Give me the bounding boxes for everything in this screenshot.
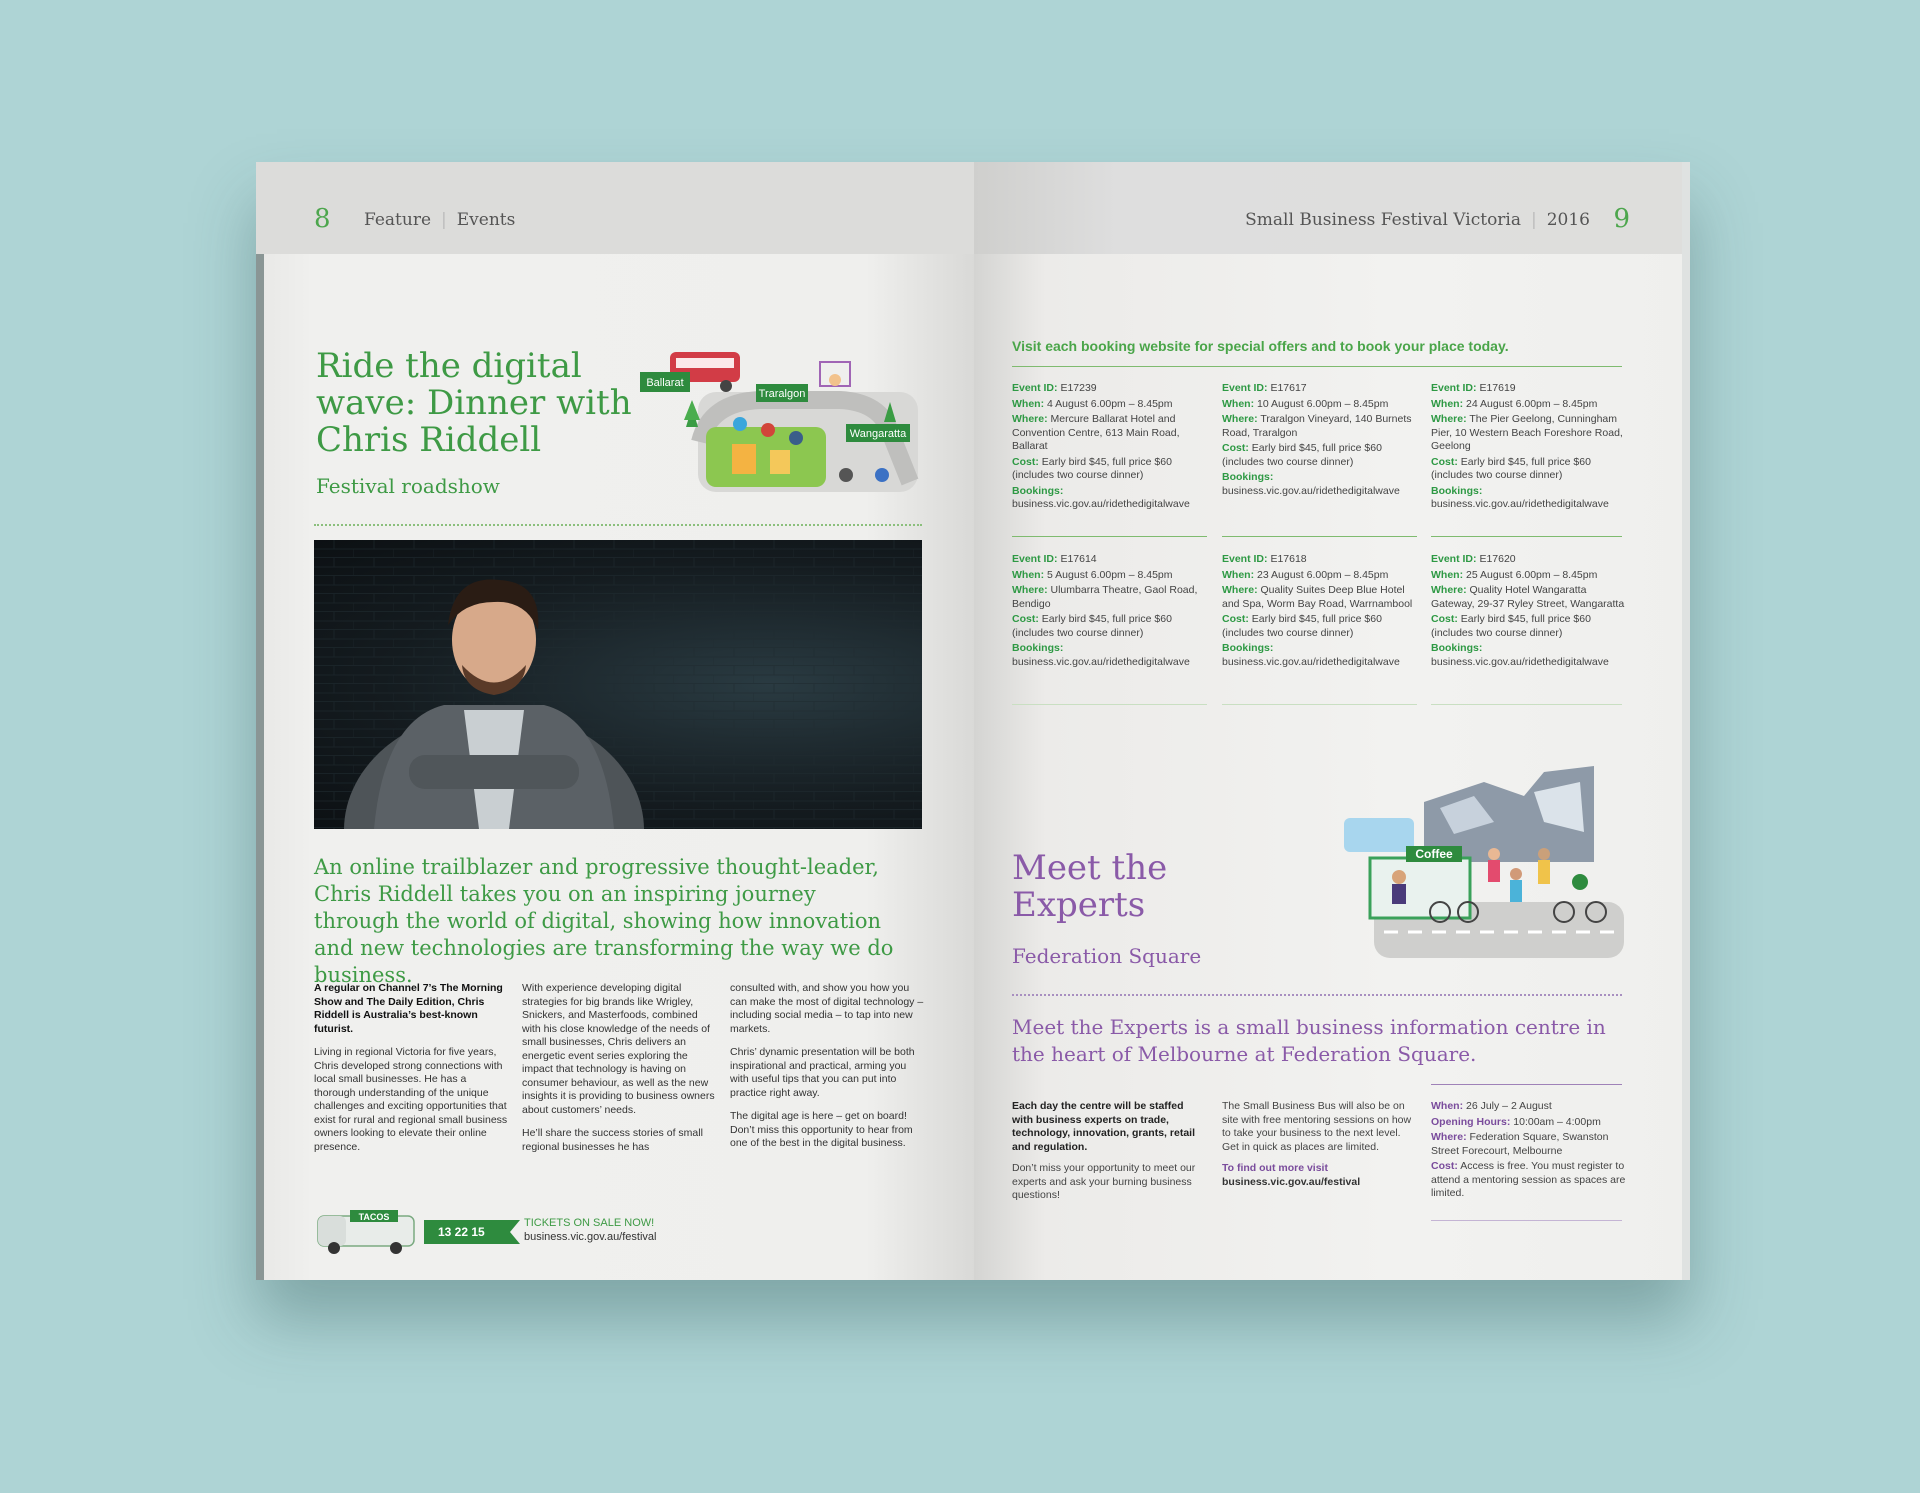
- event-cost: Early bird $45, full price $60 (includes two course dinner): [1431, 613, 1591, 639]
- left-page: [256, 162, 974, 1280]
- header-publication: Small Business Festival Victoria | 2016: [1245, 210, 1590, 230]
- twitter-icon: [733, 417, 747, 431]
- event-when: 23 August 6.00pm – 8.45pm: [1257, 568, 1389, 581]
- event-bookings-link[interactable]: business.vic.gov.au/ridethedigitalwave: [1012, 655, 1190, 668]
- event-card: Event ID: E17614 When: 5 August 6.00pm – 8.45pm Where: Ulumbarra Theatre, Gaol Road, Bendigo Cost: Early bird $45, full price $60 (includes two course dinner) Bookings: business.vic.gov.au/ridethedigitalwave: [1012, 553, 1198, 668]
- event-rule: [1222, 536, 1417, 537]
- event-id: E17239: [1060, 382, 1097, 394]
- experts-intro: Meet the Experts is a small business information centre in the heart of Melbourne at Federation Square.: [1012, 1015, 1606, 1066]
- body-column-3: [730, 982, 925, 1161]
- info-rule-top: [1431, 1084, 1622, 1085]
- experts-info-box: When: 26 July – 2 August Opening Hours: 10:00am – 4:00pm Where: Federation Square, Swanston Street Forecourt, Melbourne Cost: Access is free. You must register to attend a mentoring session as spaces are limited.: [1431, 1100, 1626, 1199]
- event-id: E17619: [1479, 382, 1516, 394]
- event-when: 25 August 6.00pm – 8.45pm: [1466, 568, 1598, 581]
- federation-square-illustration: [1344, 762, 1626, 962]
- event-where: Quality Suites Deep Blue Hotel and Spa, Worm Bay Road, Warrnambool: [1222, 584, 1413, 610]
- event-when: 4 August 6.00pm – 8.45pm: [1047, 397, 1173, 410]
- event-rule: [1222, 704, 1417, 705]
- info-when: 26 July – 2 August: [1466, 1100, 1552, 1112]
- body-paragraph: Don’t miss your opportunity to meet our experts and ask your burning business questions!: [1012, 1162, 1196, 1201]
- experts-title: Meet the Experts: [1012, 848, 1168, 925]
- event-cost: Early bird $45, full price $60 (includes two course dinner): [1012, 455, 1172, 481]
- event-cost: Early bird $45, full price $60 (includes two course dinner): [1222, 613, 1382, 639]
- body-paragraph: The Small Business Bus will also be on site with free mentoring sessions on how to take your business to the next level. Get in quick as places are limited.: [1222, 1100, 1412, 1153]
- section-rule: [1012, 366, 1622, 367]
- event-rule: [1431, 536, 1622, 537]
- article-title: Ride the digital wave: Dinner with Chris Riddell: [316, 346, 632, 460]
- event-when: 5 August 6.00pm – 8.45pm: [1047, 568, 1173, 581]
- map-label-wangaratta: Wangaratta: [849, 428, 907, 440]
- experts-column-2: [1222, 1100, 1417, 1189]
- tickets-url[interactable]: business.vic.gov.au/festival: [524, 1231, 657, 1243]
- event-where: Traralgon Vineyard, 140 Burnets Road, Traralgon: [1222, 413, 1412, 439]
- event-when: 24 August 6.00pm – 8.45pm: [1466, 397, 1598, 410]
- event-cost: Early bird $45, full price $60 (includes two course dinner): [1222, 442, 1382, 468]
- info-cost: Access is free. You must register to attend a mentoring session as spaces are limited.: [1431, 1160, 1626, 1199]
- body-paragraph: With experience developing digital strategies for big brands like Wrigley, Snickers, and Masterfoods, combined with his close knowledge of the needs of small businesses, Chris delivers an energetic event series exploring the impact that technology is having on consumer behaviour, as well as the new insights it is providing to business owners about customers’ needs.: [522, 982, 715, 1116]
- page-number: 9: [1613, 204, 1630, 234]
- event-card: Event ID: E17617 When: 10 August 6.00pm – 8.45pm Where: Traralgon Vineyard, 140 Burnets Road, Traralgon Cost: Early bird $45, full price $60 (includes two course dinner) Bookings: business.vic.gov.au/ridethedigitalwave: [1222, 382, 1412, 497]
- page-edge: [256, 162, 264, 1280]
- page-header: [974, 162, 1690, 254]
- event-when: 10 August 6.00pm – 8.45pm: [1257, 397, 1389, 410]
- body-column-1: [314, 982, 509, 1164]
- event-id: E17620: [1479, 553, 1516, 565]
- facebook-icon: [875, 468, 889, 482]
- event-bookings-link[interactable]: business.vic.gov.au/ridethedigitalwave: [1222, 655, 1400, 668]
- event-where: Ulumbarra Theatre, Gaol Road, Bendigo: [1012, 584, 1198, 610]
- page-edge: [1682, 162, 1690, 1280]
- taco-van-icon: [314, 1202, 424, 1258]
- body-column-2: [522, 982, 717, 1164]
- body-paragraph: He’ll share the success stories of small regional businesses he has: [522, 1127, 703, 1153]
- experts-column-1: [1012, 1100, 1207, 1211]
- event-card: Event ID: E17239 When: 4 August 6.00pm – 8.45pm Where: Mercure Ballarat Hotel and Convention Centre, 613 Main Road, Ballarat Cost: Early bird $45, full price $60 (includes two course dinner) Bookings: business.vic.gov.au/ridethedigitalwave: [1012, 382, 1190, 510]
- more-info-link[interactable]: business.vic.gov.au/festival: [1222, 1175, 1361, 1188]
- map-label-traralgon: Traralgon: [758, 388, 806, 400]
- tickets-info: [524, 1216, 656, 1244]
- roadshow-map-illustration: [640, 332, 924, 502]
- speaker-photo: [314, 540, 922, 829]
- event-where: Quality Hotel Wangaratta Gateway, 29-37 Ryley Street, Wangaratta: [1431, 584, 1625, 610]
- info-rule-bottom: [1431, 1220, 1622, 1221]
- tumblr-icon: [789, 431, 803, 445]
- section-divider: [314, 524, 922, 526]
- page-header: [256, 162, 974, 254]
- event-cost: Early bird $45, full price $60 (includes two course dinner): [1431, 455, 1591, 481]
- lead-paragraph: Each day the centre will be staffed with business experts on trade, technology, innovation, grants, retail and regulation.: [1012, 1100, 1195, 1153]
- event-id: E17614: [1060, 553, 1097, 565]
- event-where: The Pier Geelong, Cunningham Pier, 10 Western Beach Foreshore Road, Geelong: [1431, 413, 1623, 452]
- tickets-label: TICKETS ON SALE NOW!: [524, 1217, 655, 1229]
- map-label-ballarat: Ballarat: [646, 377, 684, 389]
- magazine-spread: [256, 162, 1690, 1280]
- info-hours: 10:00am – 4:00pm: [1513, 1115, 1601, 1128]
- publication-year: 2016: [1546, 210, 1590, 230]
- page-number: 8: [314, 204, 331, 234]
- section-divider: [1012, 994, 1622, 996]
- event-card: Event ID: E17619 When: 24 August 6.00pm – 8.45pm Where: The Pier Geelong, Cunningham Pier, 10 Western Beach Foreshore Road, Geelong Cost: Early bird $45, full price $60 (includes two course dinner) Bookings: business.vic.gov.au/ridethedigitalwave: [1431, 382, 1623, 510]
- body-paragraph: consulted with, and show you how you can make the most of digital technology – including social media – to tap into new markets.: [730, 982, 924, 1035]
- body-paragraph: Chris’ dynamic presentation will be both inspirational and practical, arming you with useful tips that you can put into practice right away.: [730, 1046, 915, 1099]
- event-rule: [1431, 704, 1622, 705]
- event-where: Mercure Ballarat Hotel and Convention Centre, 613 Main Road, Ballarat: [1012, 413, 1180, 452]
- section-label: Feature: [364, 210, 432, 230]
- header-section: Feature | Events: [364, 210, 516, 230]
- publication-title: Small Business Festival Victoria: [1245, 210, 1521, 230]
- event-id: E17618: [1270, 553, 1307, 565]
- badge-arrow-icon: [506, 1220, 520, 1244]
- coffee-sign-text: Coffee: [1415, 847, 1453, 861]
- event-id: E17617: [1270, 382, 1307, 394]
- event-bookings-link[interactable]: business.vic.gov.au/ridethedigitalwave: [1222, 484, 1400, 497]
- instagram-icon: [839, 468, 853, 482]
- event-bookings-link[interactable]: business.vic.gov.au/ridethedigitalwave: [1431, 655, 1609, 668]
- info-where: Federation Square, Swanston Street Forecourt, Melbourne: [1431, 1131, 1609, 1157]
- tickets-footer: [314, 1202, 814, 1258]
- event-bookings-link[interactable]: business.vic.gov.au/ridethedigitalwave: [1012, 498, 1190, 510]
- event-bookings-link[interactable]: business.vic.gov.au/ridethedigitalwave: [1431, 498, 1609, 510]
- article-subtitle: Festival roadshow: [316, 474, 500, 498]
- booking-instruction: Visit each booking website for special offers and to book your place today.: [1012, 338, 1509, 354]
- body-paragraph: The digital age is here – get on board! Don’t miss this opportunity to hear from one of the best in the digital business.: [730, 1110, 913, 1149]
- lead-paragraph: A regular on Channel 7’s The Morning Show and The Daily Edition, Chris Riddell is Australia’s best-known futurist.: [314, 982, 503, 1035]
- event-card: Event ID: E17618 When: 23 August 6.00pm – 8.45pm Where: Quality Suites Deep Blue Hotel and Spa, Worm Bay Road, Warrnambool Cost: Early bird $45, full price $60 (includes two course dinner) Bookings: business.vic.gov.au/ridethedigitalwave: [1222, 553, 1413, 668]
- event-rule: [1012, 704, 1207, 705]
- article-intro: An online trailblazer and progressive thought-leader, Chris Riddell takes you on an inspiring journey through the world of digital, showing how innovation and new technologies are transforming the way we do business.: [314, 855, 894, 987]
- experts-subtitle: Federation Square: [1012, 944, 1202, 968]
- phone-badge: 13 22 15: [424, 1220, 506, 1244]
- right-page: [974, 162, 1690, 1280]
- body-paragraph: Living in regional Victoria for five years, Chris developed strong connections with local small businesses. He has a thorough understanding of the unique challenges and exciting opportunities that exist for rural and regional small business owners looking to elevate their online presence.: [314, 1046, 508, 1153]
- event-card: Event ID: E17620 When: 25 August 6.00pm – 8.45pm Where: Quality Hotel Wangaratta Gateway, 29-37 Ryley Street, Wangaratta Cost: Early bird $45, full price $60 (includes two course dinner) Bookings: business.vic.gov.au/ridethedigitalwave: [1431, 553, 1625, 668]
- more-info-label: To find out more visit: [1222, 1162, 1328, 1174]
- van-sign-text: TACOS: [358, 1212, 390, 1222]
- event-cost: Early bird $45, full price $60 (includes two course dinner): [1012, 613, 1172, 639]
- event-rule: [1012, 536, 1207, 537]
- subsection-label: Events: [456, 210, 516, 230]
- youtube-icon: [761, 423, 775, 437]
